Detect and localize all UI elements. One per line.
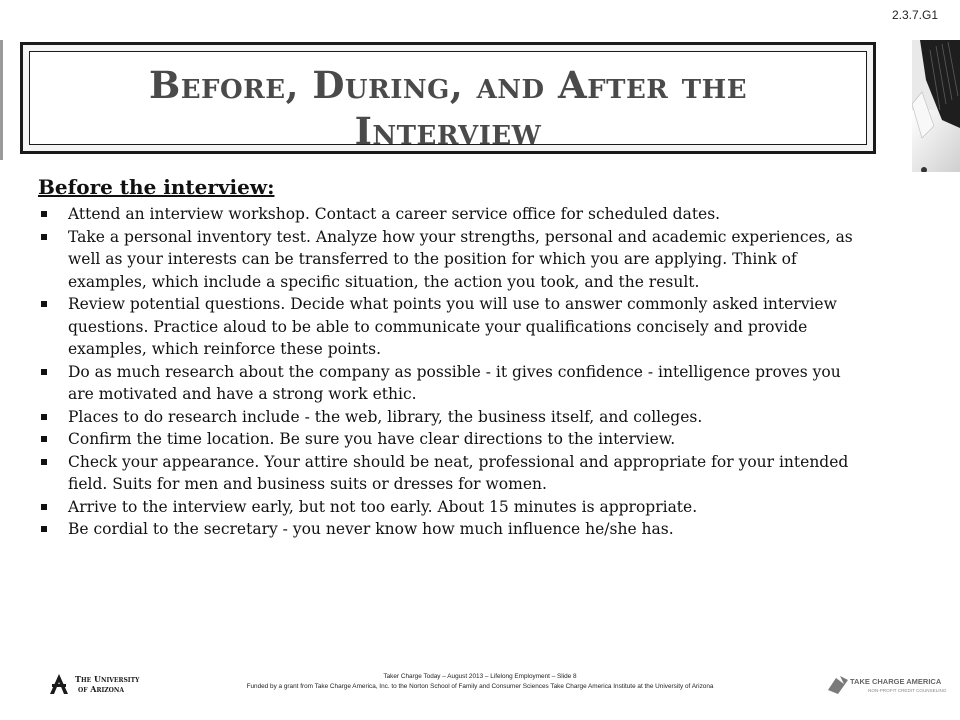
list-item: Be cordial to the secretary - you never know how much influence he/she has. bbox=[38, 518, 868, 541]
footer bbox=[0, 672, 960, 692]
footer-line2: Funded by a grant from Take Charge America, Inc. to the Norton School of Family and Consumer Sciences Take Charge America Institute at the University of Arizona bbox=[246, 683, 714, 690]
slide-title-line2: Interview bbox=[354, 109, 542, 153]
tca-logo-tagline: NON-PROFIT CREDIT COUNSELING bbox=[868, 688, 947, 693]
title-frame bbox=[20, 42, 876, 154]
list-item: Review potential questions. Decide what points you will use to answer commonly asked interview questions. Practice aloud to be able to communicate your qualifications concisely and provide examples, which reinforce these points. bbox=[38, 293, 868, 361]
section-heading: Before the interview: bbox=[38, 175, 275, 199]
tca-logo-name: TAKE CHARGE AMERICA bbox=[850, 677, 942, 686]
list-item: Do as much research about the company as possible - it gives confidence - intelligence proves you are motivated and have a strong work ethic. bbox=[38, 361, 868, 406]
slide-title-line1: Before, During, and After the bbox=[148, 63, 748, 107]
list-item: Check your appearance. Your attire should be neat, professional and appropriate for your intended field. Suits for men and business suits or dresses for women. bbox=[38, 451, 868, 496]
left-edge-decoration bbox=[0, 40, 3, 160]
slide-code: 2.3.7.G1 bbox=[891, 8, 938, 22]
list-item: Take a personal inventory test. Analyze how your strengths, personal and academic experiences, as well as your interests can be transferred to the position for which you are applying. Think of examples, which include a specific situation, the action you took, and the result. bbox=[38, 226, 868, 294]
main-content bbox=[38, 174, 868, 541]
list-item: Arrive to the interview early, but not too early. About 15 minutes is appropriate. bbox=[38, 496, 868, 519]
business-suit-photo bbox=[912, 40, 960, 172]
take-charge-america-logo bbox=[826, 672, 950, 696]
slide-title bbox=[30, 62, 866, 154]
list-item: Places to do research include - the web, library, the business itself, and colleges. bbox=[38, 406, 868, 429]
ua-logo-line2: of Arizona bbox=[78, 684, 125, 694]
bullet-list bbox=[38, 203, 868, 541]
footer-line1: Taker Charge Today – August 2013 – Lifelong Employment – Slide 8 bbox=[383, 673, 577, 680]
list-item: Attend an interview workshop. Contact a career service office for scheduled dates. bbox=[38, 203, 868, 226]
list-item: Confirm the time location. Be sure you have clear directions to the interview. bbox=[38, 428, 868, 451]
ua-logo-line1: The University bbox=[75, 674, 140, 684]
title-inner-border bbox=[29, 51, 867, 153]
